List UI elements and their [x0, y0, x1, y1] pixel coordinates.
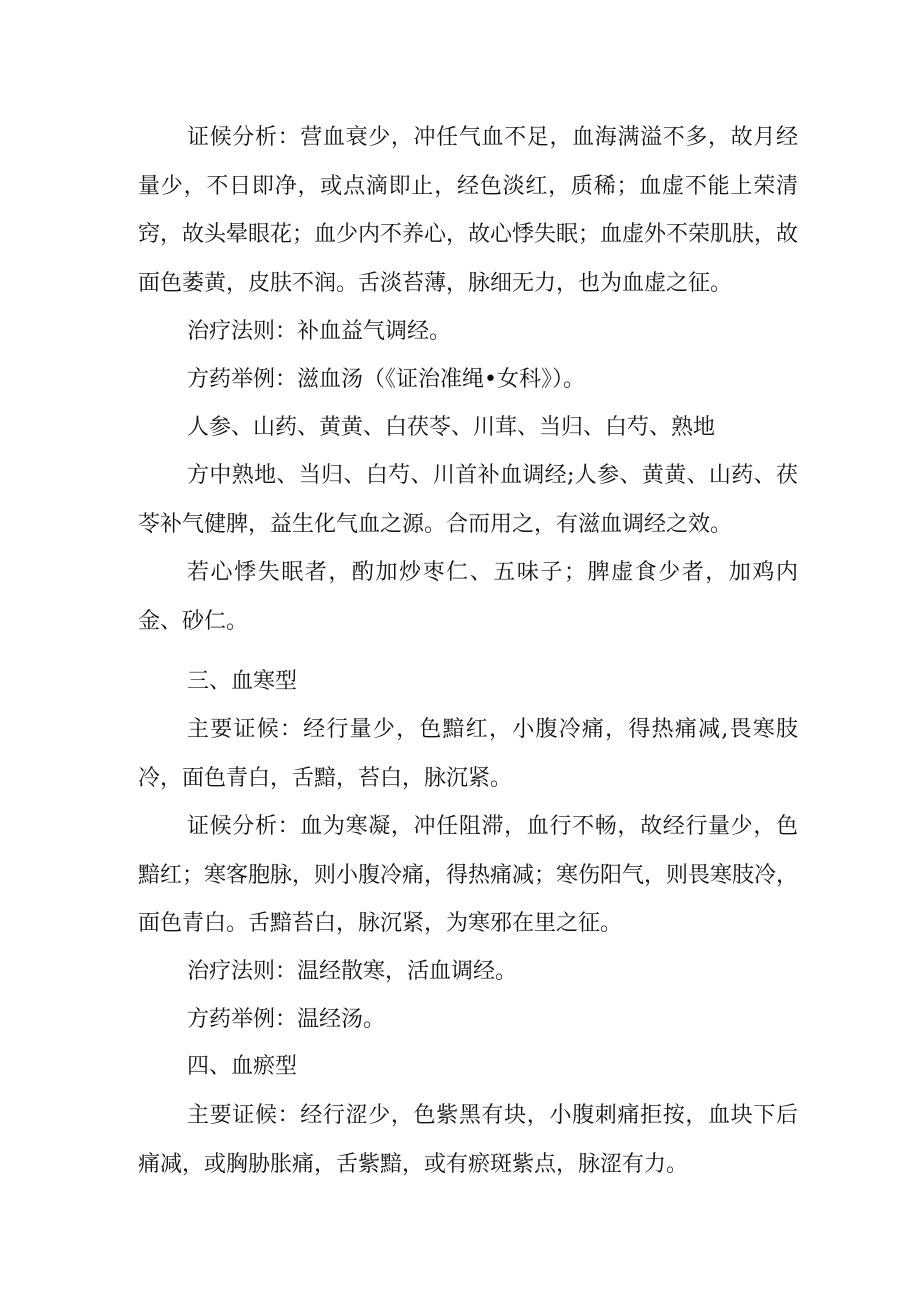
- section-heading-blood-cold: 三、血寒型: [187, 669, 298, 694]
- paragraph-modifications: 若心悸失眠者，酌加炒枣仁、五味子；脾虚食少者，加鸡内金、砂仁。: [138, 560, 798, 634]
- paragraph-treatment-principle-1: 治疗法则：补血益气调经。: [187, 319, 452, 344]
- paragraph-prescription-example-1: 方药举例：滋血汤（《证治准绳•女科》）。: [187, 367, 585, 392]
- paragraph-blood-stasis-symptoms: 主要证候：经行涩少，色紫黑有块，小腹刺痛拒按，血块下后痛减，或胸胁胀痛，舌紫黯，或有瘀斑紫点，脉涩有力。: [138, 1103, 798, 1177]
- paragraph-blood-cold-symptoms: 主要证候：经行量少，色黯红，小腹冷痛，得热痛减,畏寒肢冷，面色青白，舌黯，苔白，脉沉紧。: [138, 717, 798, 791]
- paragraph-prescription-example-2: 方药举例：温经汤。: [187, 1007, 386, 1032]
- paragraph-treatment-principle-2: 治疗法则：温经散寒，活血调经。: [187, 959, 518, 984]
- paragraph-blood-deficiency-analysis: 证候分析：营血衰少，冲任气血不足，血海满溢不多，故月经量少，不日即净，或点滴即止，经色淡红，质稀；血虚不能上荣清窍，故头晕眼花；血少内不养心，故心悸失眠；血虚外不荣肌肤，故面色萎黄，皮肤不润。舌淡苔薄，脉细无力，也为血虚之征。: [138, 125, 799, 296]
- paragraph-formula-explanation: 方中熟地、当归、白芍、川首补血调经;人参、黄黄、山药、茯苓补气健脾，益生化气血之源。合而用之，有滋血调经之效。: [138, 463, 798, 537]
- paragraph-blood-cold-analysis: 证候分析：血为寒凝，冲任阻滞，血行不畅，故经行量少，色黯红；寒客胞脉，则小腹冷痛，得热痛减；寒伤阳气，则畏寒肢冷，面色青白。舌黯苔白，脉沉紧，为寒邪在里之征。: [138, 814, 799, 936]
- paragraph-herb-list: 人参、山药、黄黄、白茯苓、川茸、当归、白芍、熟地: [187, 415, 716, 440]
- section-heading-blood-stasis: 四、血瘀型: [187, 1054, 298, 1079]
